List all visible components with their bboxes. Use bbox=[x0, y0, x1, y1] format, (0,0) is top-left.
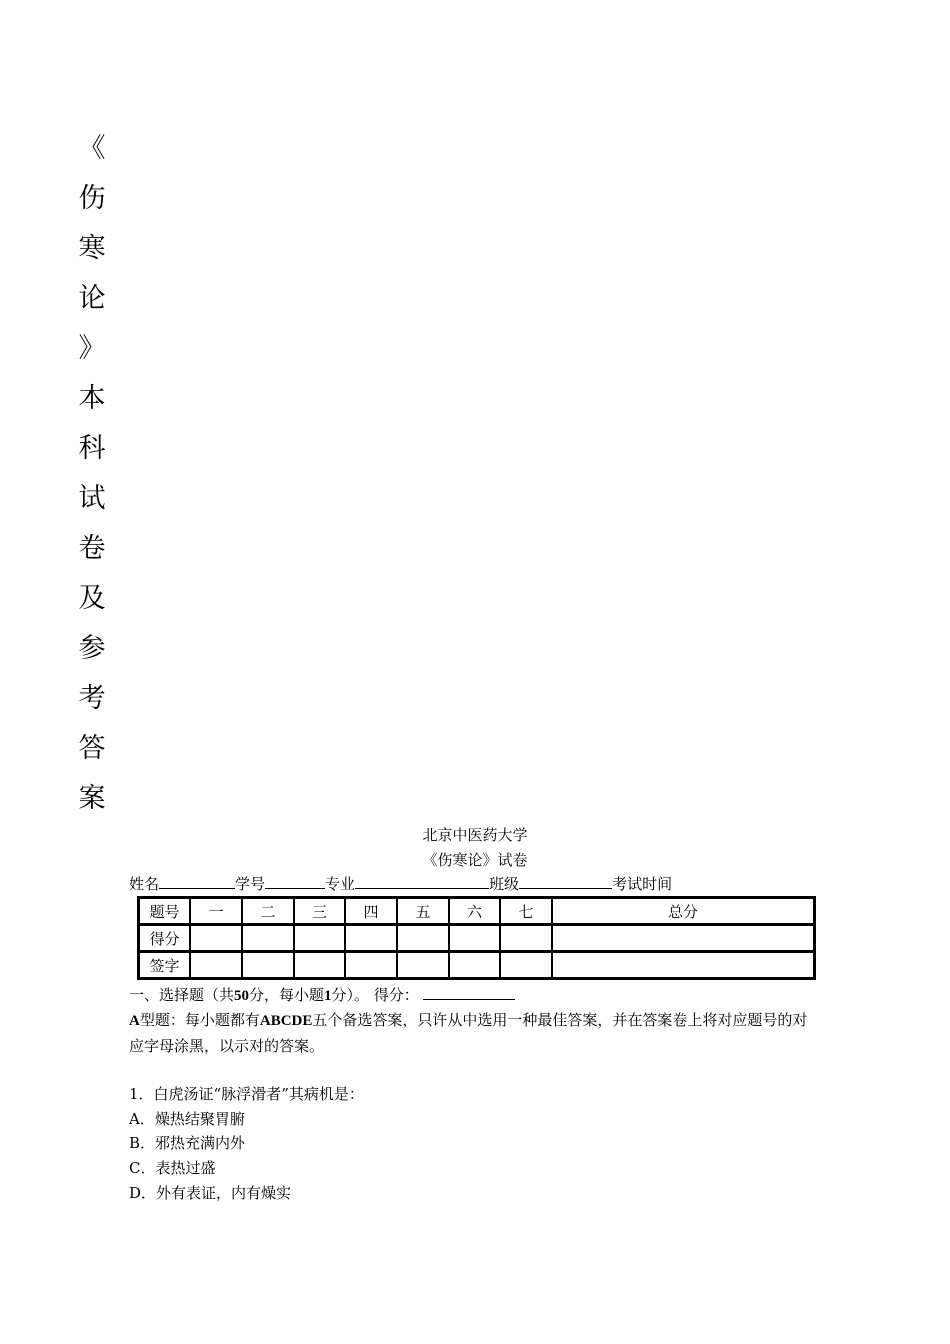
column-header: 五 bbox=[397, 898, 449, 924]
total-score-cell[interactable] bbox=[552, 924, 814, 951]
student-id-label: 学号 bbox=[235, 875, 266, 893]
signature-cell[interactable] bbox=[242, 951, 294, 978]
section-heading-suffix: 分）。 得分： bbox=[331, 986, 419, 1004]
title-char: 论 bbox=[78, 283, 106, 314]
title-char: 案 bbox=[78, 783, 106, 814]
row-label: 题号 bbox=[139, 898, 190, 924]
title-char: 卷 bbox=[78, 533, 106, 564]
score-cell[interactable] bbox=[449, 924, 500, 951]
table-row-signature bbox=[139, 951, 814, 978]
options-label: ABCDE bbox=[259, 1013, 313, 1029]
question-type-label: A bbox=[129, 1013, 140, 1029]
column-header: 二 bbox=[242, 898, 294, 924]
instruction-text-1: 型题：每小题都有 bbox=[139, 1011, 260, 1029]
score-cell[interactable] bbox=[345, 924, 397, 951]
title-char: 试 bbox=[78, 483, 106, 514]
vertical-document-title bbox=[74, 124, 110, 824]
answer-option-a: A．燥热结聚胃腑 bbox=[129, 1110, 245, 1128]
score-cell[interactable] bbox=[294, 924, 345, 951]
question-stem: 1．白虎汤证“脉浮滑者”其病机是： bbox=[129, 1085, 364, 1103]
title-char: 》 bbox=[78, 333, 106, 364]
column-header: 一 bbox=[190, 898, 242, 924]
score-cell[interactable] bbox=[397, 924, 449, 951]
name-field[interactable] bbox=[159, 874, 235, 889]
score-cell[interactable] bbox=[190, 924, 242, 951]
signature-cell[interactable] bbox=[449, 951, 500, 978]
title-char: 伤 bbox=[78, 183, 106, 214]
table-row-question-number bbox=[139, 898, 814, 924]
score-cell[interactable] bbox=[500, 924, 552, 951]
title-char: 寒 bbox=[78, 233, 106, 264]
instruction-text-2: 五个备选答案，只许从中选用一种最佳答案，并在答案卷上将对应题号的对应字母涂黑，以示对的答案。 bbox=[129, 1011, 808, 1055]
title-char: 科 bbox=[78, 433, 106, 464]
answer-option-c: C．表热过盛 bbox=[129, 1159, 216, 1177]
total-signature-cell[interactable] bbox=[552, 951, 814, 978]
major-field[interactable] bbox=[355, 874, 489, 889]
column-header-total: 总分 bbox=[552, 898, 814, 924]
title-char: 及 bbox=[78, 583, 106, 614]
name-label: 姓名 bbox=[129, 875, 160, 893]
row-label: 得分 bbox=[139, 924, 190, 951]
exam-title: 《伤寒论》试卷 bbox=[422, 851, 528, 869]
score-table bbox=[137, 896, 816, 980]
student-info-line bbox=[129, 873, 672, 894]
signature-cell[interactable] bbox=[294, 951, 345, 978]
section-score-field[interactable] bbox=[423, 985, 515, 1000]
signature-cell[interactable] bbox=[500, 951, 552, 978]
section-total-points: 50 bbox=[234, 988, 250, 1004]
signature-cell[interactable] bbox=[190, 951, 242, 978]
score-cell[interactable] bbox=[242, 924, 294, 951]
column-header: 七 bbox=[500, 898, 552, 924]
exam-time-label: 考试时间 bbox=[612, 875, 673, 893]
title-char: 答 bbox=[78, 733, 106, 764]
section-each-points: 1 bbox=[324, 988, 332, 1004]
section-heading bbox=[129, 984, 515, 1005]
university-name: 北京中医药大学 bbox=[422, 826, 528, 844]
title-char: 参 bbox=[78, 633, 106, 664]
signature-cell[interactable] bbox=[345, 951, 397, 978]
row-label: 签字 bbox=[139, 951, 190, 978]
signature-cell[interactable] bbox=[397, 951, 449, 978]
title-char: 《 bbox=[78, 133, 106, 164]
section-heading-prefix: 一、选择题（共 bbox=[129, 986, 235, 1004]
major-label: 专业 bbox=[325, 875, 356, 893]
column-header: 六 bbox=[449, 898, 500, 924]
table-row-score bbox=[139, 924, 814, 951]
class-field[interactable] bbox=[519, 874, 612, 889]
column-header: 四 bbox=[345, 898, 397, 924]
section-heading-mid: 分，每小题 bbox=[249, 986, 325, 1004]
answer-option-b: B．邪热充满内外 bbox=[129, 1134, 246, 1152]
student-id-field[interactable] bbox=[265, 874, 325, 889]
class-label: 班级 bbox=[489, 875, 520, 893]
title-char: 本 bbox=[78, 383, 106, 414]
column-header: 三 bbox=[294, 898, 345, 924]
instruction-paragraph bbox=[129, 1008, 809, 1059]
title-char: 考 bbox=[78, 683, 106, 714]
answer-option-d: D．外有表证，内有燥实 bbox=[129, 1184, 292, 1202]
